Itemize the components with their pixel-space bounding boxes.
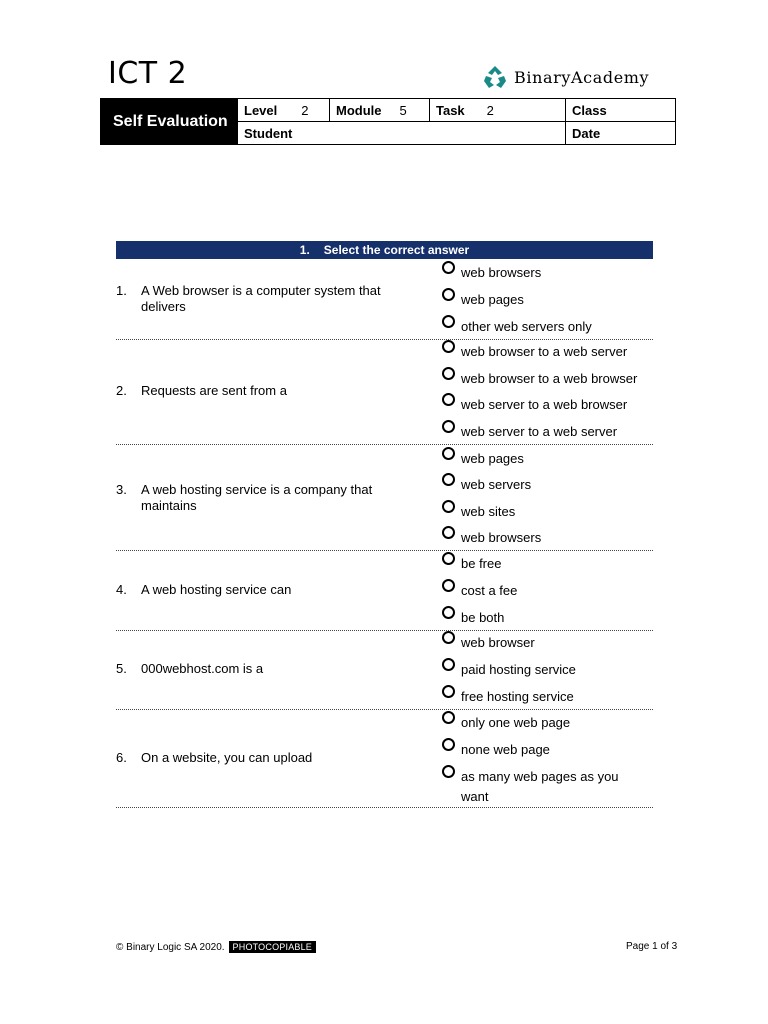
- task-label: Task: [436, 102, 465, 118]
- radio-button[interactable]: [442, 315, 455, 328]
- radio-button[interactable]: [442, 658, 455, 671]
- radio-button[interactable]: [442, 685, 455, 698]
- option[interactable]: web server to a web server: [442, 424, 651, 440]
- footer-copyright: [116, 941, 316, 953]
- option[interactable]: be both: [442, 610, 651, 626]
- date-cell[interactable]: [566, 122, 676, 145]
- radio-button[interactable]: [442, 500, 455, 513]
- photocopiable-badge: PHOTOCOPIABLE: [229, 941, 316, 953]
- date-label: Date: [572, 125, 601, 141]
- question-number: 6.: [116, 750, 127, 765]
- question-number: 1.: [116, 283, 127, 298]
- question-4: [116, 550, 653, 631]
- question-5: [116, 630, 653, 710]
- radio-button[interactable]: [442, 579, 455, 592]
- radio-button[interactable]: [442, 631, 455, 644]
- radio-button[interactable]: [442, 606, 455, 619]
- radio-button[interactable]: [442, 765, 455, 778]
- module-label: Module: [336, 102, 382, 118]
- module-value: 5: [399, 102, 407, 118]
- question-6: [116, 709, 653, 808]
- level-cell: [238, 99, 330, 122]
- option[interactable]: web servers: [442, 477, 651, 493]
- self-evaluation-label: Self Evaluation: [101, 99, 238, 145]
- module-cell: [330, 99, 430, 122]
- question-text: A Web browser is a computer system that delivers: [141, 283, 381, 314]
- question-text: On a website, you can upload: [141, 750, 313, 765]
- brand-name: BinaryAcademy: [514, 67, 650, 87]
- question-text: Requests are sent from a: [141, 383, 287, 398]
- question-3: [116, 444, 653, 551]
- level-value: 2: [301, 102, 309, 118]
- question-number: 3.: [116, 482, 127, 497]
- brand: [482, 63, 649, 91]
- page-number: Page 1 of 3: [626, 941, 678, 952]
- student-label: Student: [244, 125, 293, 141]
- document-title: ICT 2: [108, 56, 188, 91]
- option[interactable]: cost a fee: [442, 583, 651, 599]
- question-number: 2.: [116, 383, 127, 398]
- class-cell[interactable]: [566, 99, 676, 122]
- option[interactable]: web browsers: [442, 530, 651, 546]
- option[interactable]: web server to a web browser: [442, 397, 651, 413]
- task-cell: [430, 99, 566, 122]
- copyright-text: © Binary Logic SA 2020.: [116, 941, 225, 953]
- option[interactable]: web browser to a web server: [442, 344, 651, 360]
- radio-button[interactable]: [442, 288, 455, 301]
- question-text: 000webhost.com is a: [141, 661, 264, 676]
- question-text: A web hosting service can: [141, 582, 292, 597]
- radio-button[interactable]: [442, 393, 455, 406]
- class-label: Class: [572, 102, 607, 118]
- radio-button[interactable]: [442, 526, 455, 539]
- question-text: A web hosting service is a company that maintains: [141, 482, 373, 513]
- option[interactable]: web sites: [442, 504, 651, 520]
- info-table: [100, 98, 676, 145]
- section-number: 1.: [299, 243, 310, 257]
- radio-button[interactable]: [442, 738, 455, 751]
- option[interactable]: web pages: [442, 292, 651, 308]
- option[interactable]: web browser: [442, 635, 651, 651]
- option[interactable]: web browser to a web browser: [442, 371, 651, 387]
- option[interactable]: be free: [442, 556, 651, 572]
- question-1: [116, 259, 653, 340]
- question-2: [116, 339, 653, 445]
- option[interactable]: as many web pages as you want: [442, 769, 622, 807]
- radio-button[interactable]: [442, 261, 455, 274]
- radio-button[interactable]: [442, 367, 455, 380]
- section-title: Select the correct answer: [323, 243, 470, 257]
- section-banner: [116, 241, 653, 259]
- radio-button[interactable]: [442, 420, 455, 433]
- binary-academy-logo-icon: [482, 64, 508, 90]
- option[interactable]: none web page: [442, 742, 651, 758]
- option[interactable]: web pages: [442, 451, 651, 467]
- radio-button[interactable]: [442, 473, 455, 486]
- question-number: 5.: [116, 661, 127, 676]
- option[interactable]: paid hosting service: [442, 662, 651, 678]
- option[interactable]: other web servers only: [442, 319, 651, 335]
- option[interactable]: only one web page: [442, 715, 651, 731]
- option[interactable]: free hosting service: [442, 689, 651, 705]
- radio-button[interactable]: [442, 340, 455, 353]
- radio-button[interactable]: [442, 711, 455, 724]
- radio-button[interactable]: [442, 552, 455, 565]
- student-cell[interactable]: [238, 122, 566, 145]
- radio-button[interactable]: [442, 447, 455, 460]
- level-label: Level: [244, 102, 278, 118]
- option[interactable]: web browsers: [442, 265, 651, 281]
- task-value: 2: [486, 102, 494, 118]
- question-number: 4.: [116, 582, 127, 597]
